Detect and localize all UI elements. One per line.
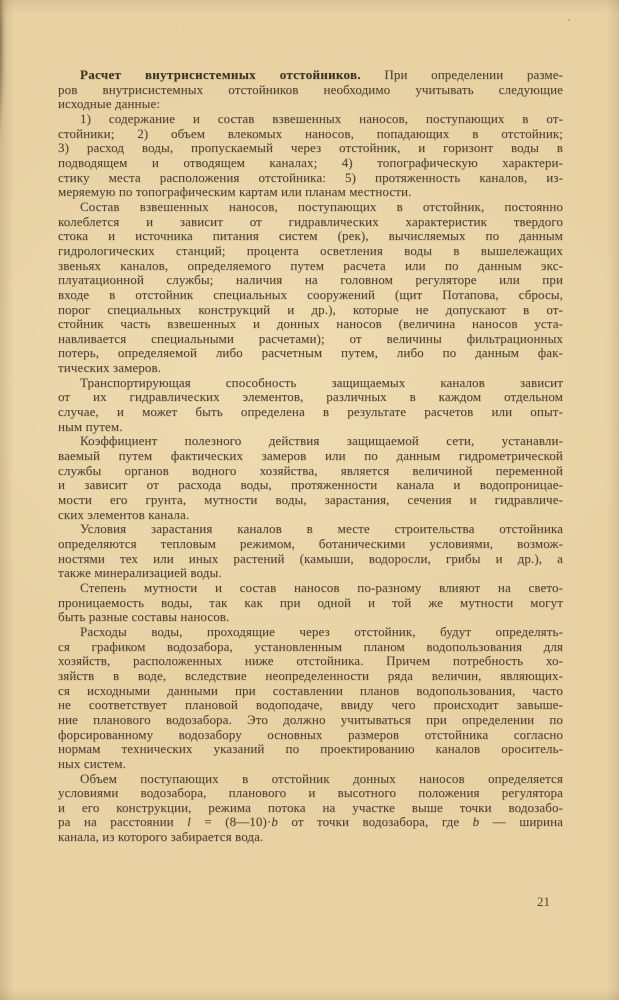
paragraph-4 bbox=[58, 376, 563, 435]
text-line: хозяйств, расположенных ниже отстойника. Причем потребность хо- bbox=[58, 653, 563, 669]
text-block bbox=[58, 68, 563, 845]
text-line: Состав взвешенных наносов, поступающих в отстойник, постоянно bbox=[80, 198, 563, 214]
heading-run-in: Расчет внутрисистемных отстойников. bbox=[80, 67, 361, 82]
text-line: ние планового водозабора. Это должно учитываться при определении по bbox=[58, 711, 563, 727]
text-line: канала, из которого забирается вода. bbox=[58, 829, 264, 845]
text-line: подводящем и отводящем каналах; 4) топографическую характери- bbox=[58, 154, 563, 170]
paragraph-1 bbox=[58, 68, 563, 112]
text-line: стока и источника питания систем (рек), вычисляемых по данным bbox=[58, 228, 563, 244]
text-line: Степень мутности и состав наносов по-разному влияют на свето- bbox=[80, 579, 563, 595]
text-line: потерь, определяемой либо расчетным путем, либо по данным фак- bbox=[58, 345, 563, 361]
text-line: зяйств в воде, вследствие неопределенности ряда величин, являющих- bbox=[58, 667, 563, 683]
text-line: мости его грунта, мутности воды, зарастания, сечения и гидравличе- bbox=[58, 492, 563, 508]
text-line: быть разные составы наносов. bbox=[58, 609, 230, 625]
text-segment: — ширина bbox=[479, 814, 563, 830]
text-line: плуатационной службы; наличия на головном регуляторе или при bbox=[58, 272, 563, 288]
binding-shadow bbox=[0, 0, 13, 198]
page-number: 21 bbox=[537, 894, 550, 909]
text-line bbox=[58, 815, 563, 830]
text-line: Условия зарастания каналов в месте строительства отстойника bbox=[80, 521, 563, 537]
paragraph-6 bbox=[58, 522, 563, 581]
text-line: ных систем. bbox=[58, 755, 126, 771]
text-line: и его конструкции, режима потока на участке выше точки водозабо- bbox=[58, 799, 563, 815]
text-line: Коэффициент полезного действия защищаемой сети, устанавли- bbox=[80, 433, 563, 449]
text-line: ваемый путем фактических замеров или по данным гидрометрической bbox=[58, 448, 563, 464]
math-variable: l bbox=[187, 814, 191, 830]
text-line: также минерализацией воды. bbox=[58, 565, 222, 581]
text-line: не соответствует плановой водоподаче, ввиду чего происходит завыше- bbox=[58, 697, 563, 713]
text-line: Объем поступающих в отстойник донных наносов определяется bbox=[80, 770, 563, 786]
math-variable: b bbox=[472, 814, 480, 830]
text-line: порог специальных конструкций и др.), которые не допускают в от- bbox=[58, 301, 563, 317]
text-line bbox=[58, 68, 563, 83]
text-segment: от точки водозабора, где bbox=[277, 814, 473, 830]
paragraph-9 bbox=[58, 772, 563, 845]
text-line: звеньях каналов, определяемого путем расчета или по данным экс- bbox=[58, 257, 563, 273]
text-line: стику места расположения отстойника: 5) протяженность каналов, из- bbox=[58, 169, 563, 185]
text-line: ских элементов канала. bbox=[58, 506, 190, 522]
paragraph-3 bbox=[58, 200, 563, 376]
paragraph-7 bbox=[58, 581, 563, 625]
text-line: навливается специальными расчетами); от величины фильтрационных bbox=[58, 330, 563, 346]
text-line: ным путем. bbox=[58, 418, 123, 434]
text-line: определяются тепловым режимом, ботаническими условиями, возмож- bbox=[58, 536, 563, 551]
text-line: 1) содержание и состав взвешенных наносов, поступающих в от- bbox=[80, 110, 563, 126]
text-line: исходные данные: bbox=[58, 96, 161, 112]
math-variable: b bbox=[271, 814, 278, 830]
text-line: ся исходными данными при составлении планов водопользования, часто bbox=[58, 682, 563, 698]
text-line: службы органов водного хозяйства, является величиной переменной bbox=[58, 462, 563, 478]
text-line: нормам технических указаний по проектированию каналов ороситель- bbox=[58, 741, 563, 757]
text-segment: = (8—10)· bbox=[190, 814, 272, 830]
text-line: стойник часть взвешенных и донных наносов (величина наносов уста- bbox=[58, 316, 563, 332]
paragraph-2 bbox=[58, 112, 563, 200]
text-segment: ра на расстоянии bbox=[58, 814, 188, 830]
text-line: ров внутрисистемных отстойников необходимо учитывать следующие bbox=[58, 81, 563, 97]
text-line: гидрологических станций; процента осветления воды в вышележащих bbox=[58, 242, 563, 258]
text-line: стойники; 2) объем влекомых наносов, попадающих в отстойник; bbox=[58, 125, 563, 141]
text-line: Расходы воды, проходящие через отстойник, будут определять- bbox=[80, 623, 563, 639]
text-line: ся графиком водозабора, установленным планом водопользования для bbox=[58, 638, 563, 654]
text-line: проницаемость воды, так как при одной и той же мутности могут bbox=[58, 594, 563, 610]
text-line: меряемую по топографическим картам или планам местности. bbox=[58, 184, 412, 200]
text-line: ностями тех или иных растений (камыши, водоросли, грибы и др.), а bbox=[58, 550, 563, 566]
text-line: форсированному водозабору основных размеров отстойника согласно bbox=[58, 726, 563, 742]
text-segment: При определении разме- bbox=[360, 67, 563, 82]
text-line: 3) расход воды, пропускаемый через отстойник, и горизонт воды в bbox=[58, 140, 563, 156]
paragraph-8 bbox=[58, 625, 563, 772]
text-line: колеблется и зависит от гидравлических характеристик твердого bbox=[58, 213, 563, 229]
text-line: тических замеров. bbox=[58, 360, 162, 376]
paragraph-5 bbox=[58, 434, 563, 522]
text-line: условиями водозабора, планового и высотного положения регулятора bbox=[58, 785, 563, 801]
text-line: и зависит от расхода воды, протяженности канала и водопроницае- bbox=[58, 477, 563, 493]
text-line: случае, и может быть определена в результате расчетов или опыт- bbox=[58, 404, 563, 420]
text-line: Транспортирующая способность защищаемых каналов зависит bbox=[80, 374, 563, 390]
text-line: от их гидравлических элементов, различных в каждом отдельном bbox=[58, 389, 563, 405]
text-line: входе в отстойник специальных сооружений (щит Потапова, сбросы, bbox=[58, 286, 563, 302]
